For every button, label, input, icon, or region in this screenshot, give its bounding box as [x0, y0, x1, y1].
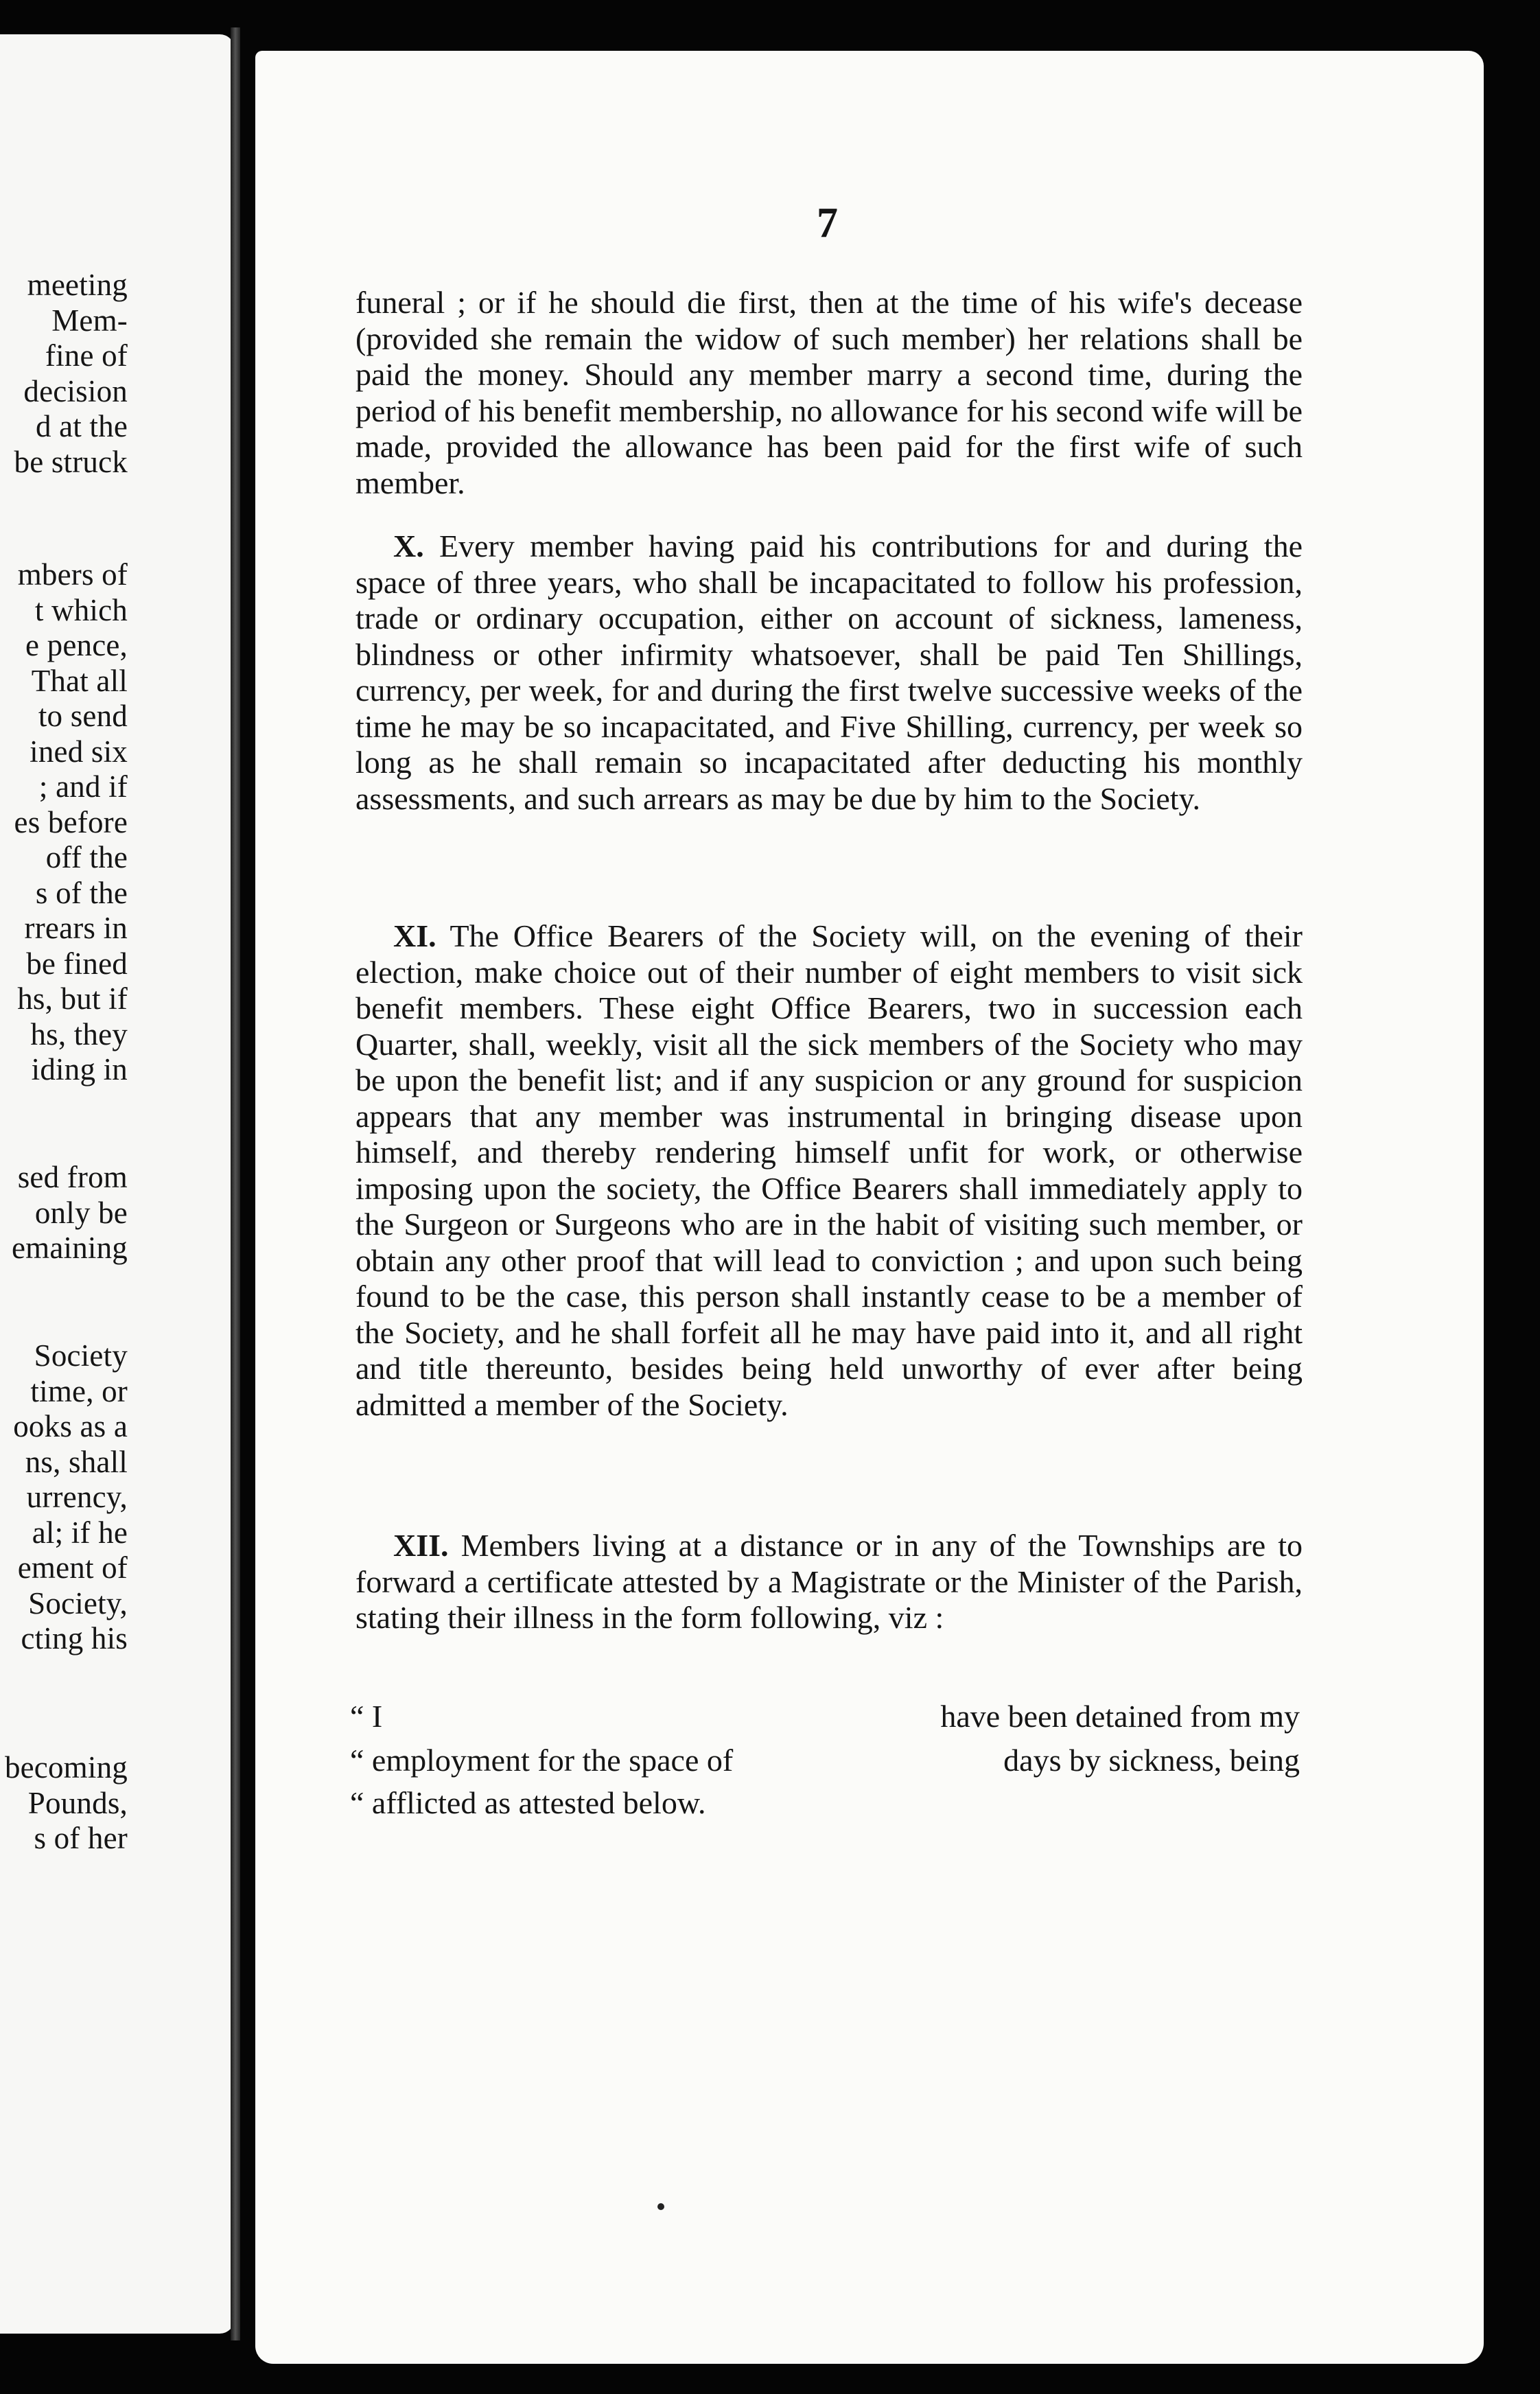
- left-fragment-line: s of her: [34, 1821, 128, 1855]
- certificate-line: [350, 1742, 1300, 1778]
- left-fragment-line: al; if he: [32, 1515, 128, 1550]
- left-fragment-line: rrears in: [24, 911, 128, 945]
- left-fragment-line: mbers of: [17, 557, 128, 592]
- left-fragment-line: ined six: [30, 734, 128, 769]
- left-fragment-line: time, or: [30, 1373, 128, 1408]
- section-numeral: XII.: [393, 1528, 449, 1563]
- left-fragment-line: That all: [31, 663, 128, 698]
- left-fragment-line: Society: [34, 1338, 128, 1373]
- opening-paragraph-text: funeral ; or if he should die first, then at the time of his wife's decease (provided she remain the widow of such member) her relations shall be paid the money. Should any member marry a second time, during the period of his benefit membership, no allowance for his second wife will be made, provided the allowance has been paid for the first wife of such member.: [355, 285, 1303, 500]
- left-fragment-line: ns, shall: [25, 1444, 128, 1479]
- page-number: 7: [817, 200, 838, 246]
- left-fragment-block-5: [0, 1750, 128, 1857]
- left-fragment-line: off the: [45, 840, 128, 874]
- left-fragment-block-2: [0, 557, 128, 1088]
- left-fragment-block-3: [0, 1160, 128, 1266]
- certificate-line: [350, 1785, 1300, 1821]
- left-fragment-line: cting his: [21, 1621, 128, 1655]
- section-x-paragraph: [355, 528, 1303, 817]
- section-text: Every member having paid his contributions for and during the space of three years, who shall be incapacitated to follow his profession, trade or ordinary occupation, either on account of sickness, lameness, blindness or other infirmity whatsoever, shall be paid Ten Shillings, currency, per week, for and during the first twelve successive weeks of the time he may be so incapacitated, and Five Shilling, currency, per week so long as he shall remain so incapacitated after deducting his monthly assessments, and such arrears as may be due by him to the Society.: [355, 528, 1303, 816]
- left-fragment-line: Society,: [28, 1585, 128, 1620]
- certificate-line-left: “ I: [350, 1699, 383, 1734]
- certificate-line-left: “ employment for the space of: [350, 1743, 734, 1778]
- left-fragment-line: e pence,: [25, 628, 128, 662]
- left-fragment-line: sed from: [17, 1160, 128, 1194]
- certificate-line: [350, 1698, 1300, 1734]
- left-fragment-line: hs, but if: [17, 981, 128, 1016]
- left-fragment-line: only be: [34, 1195, 128, 1230]
- left-fragment-block-1: [0, 268, 128, 480]
- left-fragment-line: fine of: [45, 338, 128, 373]
- section-text: Members living at a distance or in any of the Townships are to forward a certificate attested by a Magistrate or the Minister of the Parish, stating their illness in the form following, viz :: [355, 1528, 1303, 1635]
- left-fragment-line: Mem-: [51, 303, 128, 338]
- book-gutter: [231, 27, 240, 2340]
- left-fragment-line: decision: [23, 373, 128, 408]
- left-fragment-line: d at the: [35, 409, 128, 443]
- section-numeral: XI.: [393, 918, 436, 953]
- left-fragment-line: be fined: [26, 946, 128, 981]
- section-xii-paragraph: [355, 1528, 1303, 1636]
- left-fragment-line: meeting: [27, 268, 128, 302]
- left-fragment-line: emaining: [11, 1231, 128, 1265]
- opening-paragraph: [355, 285, 1303, 501]
- left-page: [0, 34, 235, 2334]
- left-fragment-line: be struck: [14, 444, 128, 479]
- left-fragment-line: urrency,: [26, 1480, 128, 1514]
- ink-dot: [657, 2203, 664, 2210]
- left-fragment-line: es before: [14, 804, 128, 839]
- section-xi: [355, 918, 1303, 1423]
- left-fragment-line: to send: [38, 699, 128, 733]
- left-fragment-line: ooks as a: [13, 1409, 128, 1443]
- left-fragment-line: iding in: [31, 1052, 128, 1086]
- section-xii: [355, 1528, 1303, 1636]
- left-fragment-line: hs, they: [30, 1016, 128, 1051]
- section-text: The Office Bearers of the Society will, on the evening of their election, make choice out of their number of eight members to visit sick benefit members. These eight Office Bearers, two in succession each Quarter, shall, weekly, visit all the sick members of the Society who may be upon the benefit list; and if any suspicion or any ground for suspicion appears that any member was instrumental in bringing disease upon himself, and thereby rendering himself unfit for work, or otherwise imposing upon the society, the Office Bearers shall immediately apply to the Surgeon or Surgeons who are in the habit of visiting such member, or obtain any other proof that will lead to conviction ; and upon such being found to be the case, this person shall instantly cease to be a member of the Society, and he shall forfeit all he may have paid into it, and all right and title thereunto, besides being held unworthy of ever after being admitted a member of the Society.: [355, 918, 1303, 1422]
- section-x: [355, 528, 1303, 817]
- section-xi-paragraph: [355, 918, 1303, 1423]
- left-fragment-line: ; and if: [38, 769, 128, 804]
- left-fragment-line: t which: [34, 592, 128, 627]
- left-fragment-line: becoming: [4, 1750, 128, 1785]
- certificate-line-right: have been detained from my: [940, 1699, 1300, 1734]
- left-fragment-line: Pounds,: [27, 1785, 128, 1820]
- left-fragment-line: s of the: [35, 875, 128, 910]
- left-fragment-line: ement of: [17, 1550, 128, 1585]
- certificate-line-left: “ afflicted as attested below.: [350, 1785, 706, 1820]
- certificate-line-right: days by sickness, being: [1003, 1743, 1300, 1778]
- left-fragment-block-4: [0, 1338, 128, 1657]
- section-numeral: X.: [393, 528, 424, 563]
